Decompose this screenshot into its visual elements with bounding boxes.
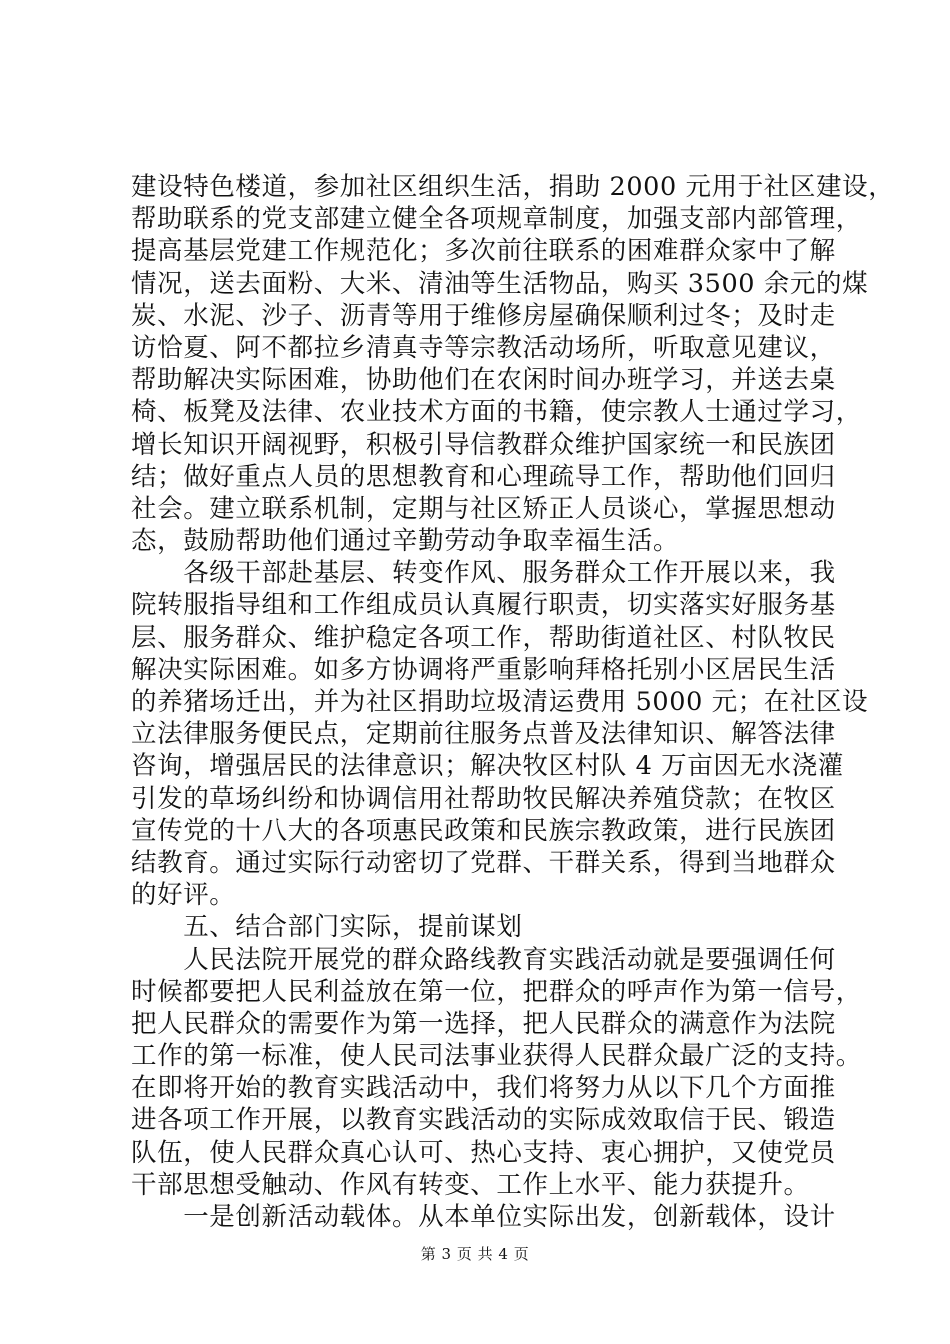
text-line: 一是创新活动载体。从本单位实际出发，创新载体，设计 xyxy=(131,1202,836,1232)
text-line: 的养猪场迁出，并为社区捐助垃圾清运费用 5000 元；在社区设 xyxy=(131,687,869,717)
text-line: 结；做好重点人员的思想教育和心理疏导工作，帮助他们回归 xyxy=(131,461,836,492)
text-line: 椅、板凳及法律、农业技术方面的书籍，使宗教人士通过学习， xyxy=(131,397,862,428)
section-heading: 五、结合部门实际，提前谋划 xyxy=(131,912,523,943)
text-line: 进各项工作开展，以教育实践活动的实际成效取信于民、锻造 xyxy=(131,1105,836,1136)
text-line: 时候都要把人民利益放在第一位，把群众的呼声作为第一信号， xyxy=(131,976,862,1007)
page-number-footer: 第 3 页 共 4 页 xyxy=(420,1245,530,1263)
text-line: 炭、水泥、沙子、沥青等用于维修房屋确保顺利过冬；及时走 xyxy=(131,300,836,331)
text-line: 干部思想受触动、作风有转变、工作上水平、能力获提升。 xyxy=(131,1169,810,1200)
text-line: 提高基层党建工作规范化；多次前往联系的困难群众家中了解 xyxy=(131,236,836,267)
text-line: 帮助解决实际困难，协助他们在农闲时间办班学习，并送去桌 xyxy=(131,365,836,396)
text-line: 院转服指导组和工作组成员认真履行职责，切实落实好服务基 xyxy=(131,590,836,621)
text-line: 社会。建立联系机制，定期与社区矫正人员谈心，掌握思想动 xyxy=(131,493,836,524)
text-line: 态，鼓励帮助他们通过辛勤劳动争取幸福生活。 xyxy=(131,526,680,557)
text-line: 工作的第一标准，使人民司法事业获得人民群众最广泛的支持。 xyxy=(131,1041,862,1072)
text-line: 宣传党的十八大的各项惠民政策和民族宗教政策，进行民族团 xyxy=(131,815,836,846)
text-line: 的好评。 xyxy=(131,880,236,911)
text-line: 增长知识开阔视野，积极引导信教群众维护国家统一和民族团 xyxy=(131,429,836,460)
text-line: 咨询，增强居民的法律意识；解决牧区村队 4 万亩因无水浇灌 xyxy=(131,751,844,782)
text-line: 队伍，使人民群众真心认可、热心支持、衷心拥护，又使党员 xyxy=(131,1137,836,1168)
text-line: 解决实际困难。如多方协调将严重影响拜格托别小区居民生活 xyxy=(131,654,836,685)
text-line: 各级干部赴基层、转变作风、服务群众工作开展以来，我 xyxy=(131,558,836,589)
text-line: 建设特色楼道，参加社区组织生活，捐助 2000 元用于社区建设， xyxy=(131,172,895,202)
text-line: 情况，送去面粉、大米、清油等生活物品，购买 3500 余元的煤 xyxy=(131,268,869,299)
text-line: 人民法院开展党的群众路线教育实践活动就是要强调任何 xyxy=(131,944,836,975)
text-line: 结教育。通过实际行动密切了党群、干群关系，得到当地群众 xyxy=(131,847,836,878)
text-line: 把人民群众的需要作为第一选择，把人民群众的满意作为法院 xyxy=(131,1008,836,1039)
document-body xyxy=(131,171,895,1233)
text-line: 层、服务群众、维护稳定各项工作，帮助街道社区、村队牧民 xyxy=(131,622,836,653)
text-line: 在即将开始的教育实践活动中，我们将努力从以下几个方面推 xyxy=(131,1073,836,1104)
text-line: 引发的草场纠纷和协调信用社帮助牧民解决养殖贷款；在牧区 xyxy=(131,783,836,814)
text-line: 立法律服务便民点，定期前往服务点普及法律知识、解答法律 xyxy=(131,719,836,750)
text-line: 访恰夏、阿不都拉乡清真寺等宗教活动场所，听取意见建议， xyxy=(131,332,836,363)
text-line: 帮助联系的党支部建立健全各项规章制度，加强支部内部管理， xyxy=(131,204,862,235)
